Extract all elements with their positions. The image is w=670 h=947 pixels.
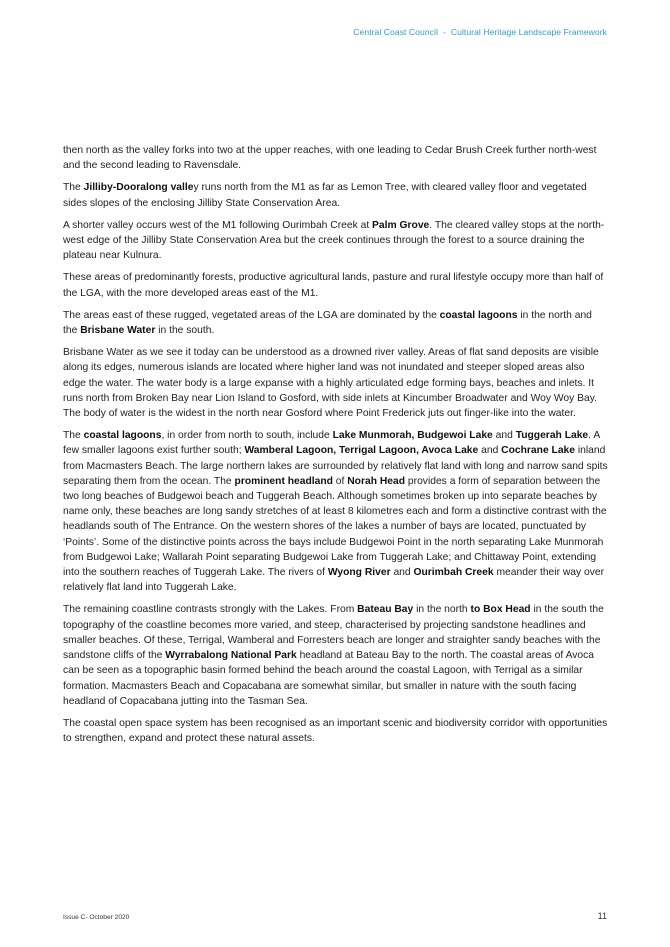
text-run: The remaining coastline contrasts strongly with the Lakes. From bbox=[63, 604, 358, 616]
text-run: and bbox=[390, 567, 414, 579]
text-run: . The cleared valley stops at the north-west edge of the Jilliby State Conservation Area but the creek continues through the forest to a source draining the plateau near Kulnura. bbox=[63, 219, 605, 262]
bold-term: prominent headland bbox=[234, 475, 333, 487]
text-run: The bbox=[63, 430, 84, 442]
header-separator: - bbox=[442, 27, 446, 37]
paragraph bbox=[63, 428, 608, 595]
bold-term: Wyrrabalong National Park bbox=[165, 650, 297, 662]
bold-term: Brisbane Water bbox=[80, 325, 156, 337]
text-run: The areas east of these rugged, vegetated areas of the LGA are dominated by the bbox=[63, 309, 440, 321]
bold-term: Palm Grove bbox=[372, 219, 430, 231]
text-run: and bbox=[478, 445, 502, 457]
bold-term: Wyong River bbox=[327, 567, 391, 579]
bold-term: Bateau Bay bbox=[357, 604, 414, 616]
bold-term: coastal lagoons bbox=[83, 430, 162, 442]
footer-issue: Issue C- October 2020 bbox=[63, 914, 130, 921]
text-run: headland at Bateau Bay to the north. The coastal areas of Avoca can be seen as a topographic basin formed behind the beach around the coastal Lagoon, with Terrigal as a similar formation. Macmasters Beach and Copacabana are somewhat similar, but smaller in nature with the south facing headland of Copacabana jutting into the Tasman Sea. bbox=[63, 650, 594, 707]
page-number: 11 bbox=[597, 911, 607, 921]
text-run: The bbox=[63, 182, 84, 194]
bold-term: to Box Head bbox=[470, 604, 531, 616]
paragraph bbox=[63, 270, 608, 300]
text-run: , in order from north to south, include bbox=[161, 430, 333, 442]
text-run: in the north bbox=[413, 604, 471, 616]
text-run: in the south the topography of the coastline becomes more varied, and steep, characterised by projecting sandstone headlines and smaller beaches. Of these, Terrigal, Wamberal and Forresters beach are longer and straighter sandy beaches with the sandstone cliffs of the bbox=[63, 604, 604, 662]
paragraph bbox=[63, 180, 608, 210]
text-run: . A few smaller lagoons exist further south; bbox=[63, 430, 600, 457]
paragraph bbox=[63, 143, 608, 173]
bold-term: Cochrane Lake bbox=[501, 445, 575, 457]
bold-term: Wamberal Lagoon, Terrigal Lagoon, Avoca Lake bbox=[244, 445, 479, 457]
paragraph bbox=[63, 345, 608, 421]
bold-term: Ourimbah Creek bbox=[413, 567, 494, 579]
text-run: Brisbane Water as we see it today can be understood as a drowned river valley. Areas of flat sand deposits are visible along its edges, numerous islands are located where higher land was not inundated and steeper sloped areas also edge the water. The water body is a large expanse with a highly articulated edge forming bays, beaches and inlets. It runs north from Broken Bay near Lion Island to Gosford, with side inlets at Kincumber Broadwater and Woy Woy Bay. The body of water is the widest in the north near Gosford where Point Frederick juts out finger-like into the water. bbox=[63, 347, 599, 420]
text-run: of bbox=[332, 475, 348, 487]
text-run: These areas of predominantly forests, productive agricultural lands, pasture and rural lifestyle occupy more than half of the LGA, with the more developed areas east of the M1. bbox=[63, 272, 604, 299]
text-run: The coastal open space system has been recognised as an important scenic and biodiversity corridor with opportunities to strengthen, expand and protect these natural assets. bbox=[63, 717, 608, 745]
text-run: meander their way over relatively flat land into Tuggerah Lake. bbox=[63, 567, 605, 594]
bold-term: coastal lagoons bbox=[439, 309, 518, 321]
text-run: A shorter valley occurs west of the M1 following Ourimbah Creek at bbox=[63, 219, 373, 231]
text-run: then north as the valley forks into two at the upper reaches, with one leading to Cedar Brush Creek further north-west and the second leading to Ravensdale. bbox=[63, 145, 597, 172]
header-doc-title: Cultural Heritage Landscape Framework bbox=[450, 27, 607, 37]
paragraph bbox=[63, 218, 608, 264]
bold-term: Jilliby-Dooralong valle bbox=[83, 182, 194, 194]
text-run: in the north and the bbox=[63, 309, 592, 337]
text-run: provides a form of separation between the two long beaches of Budgewoi beach and Tuggerah Beach. Although sometimes broken up into separate beaches by name only, these beaches are long sandy stretches of at least 8 kilometres each and form a distinctive contrast with the headlands south of The Entrance. On the western shores of the lakes a number of bays are located, punctuated by ‘Points’. Some of the distinctive points across the bays include Budgewoi Point in the north separating Lake Munmorah from Budgewoi Lake; Wallarah Point separating Budgewoi Lake from Tuggerah Lake; and Chittaway Point, extending into the southern reaches of Tuggerah Lake. The rivers of bbox=[63, 475, 607, 579]
text-run: in the south. bbox=[155, 325, 215, 337]
text-run: and bbox=[492, 430, 516, 442]
bold-term: Lake Munmorah, Budgewoi Lake bbox=[332, 430, 493, 442]
text-run: inland from Macmasters Beach. The large northern lakes are surrounded by relatively flat land with long and narrow sand spits separating them from the ocean. The bbox=[63, 445, 608, 487]
paragraph bbox=[63, 308, 608, 338]
bold-term: Tuggerah Lake bbox=[515, 430, 589, 442]
text-run: y runs north from the M1 as far as Lemon Tree, with cleared valley floor and vegetated sides slopes of the enclosing Jilliby State Conservation Area. bbox=[63, 182, 587, 209]
running-header bbox=[353, 27, 607, 37]
paragraph bbox=[63, 716, 608, 746]
body-text bbox=[63, 143, 608, 753]
paragraph bbox=[63, 602, 608, 708]
bold-term: Norah Head bbox=[347, 475, 406, 487]
header-org: Central Coast Council bbox=[353, 27, 438, 37]
